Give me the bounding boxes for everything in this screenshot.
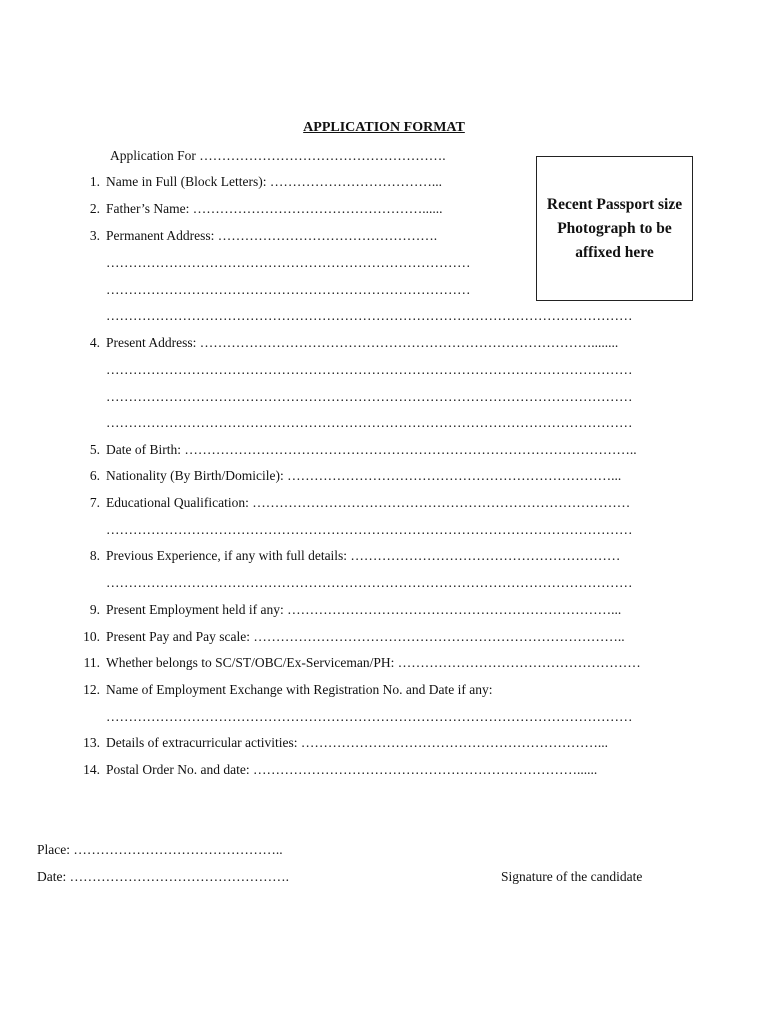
nationality-field: Nationality (By Birth/Domicile): ………………………………………………………………... — [106, 468, 622, 483]
field-number: 3. — [89, 228, 100, 243]
page-title: APPLICATION FORMAT — [303, 120, 465, 135]
father-name-field: Father’s Name: ……………………………………………...... — [106, 201, 443, 216]
field-number: 12. — [83, 682, 100, 697]
field-number: 5. — [89, 442, 100, 457]
extracurricular-field: Details of extracurricular activities: …………………………………………………………... — [106, 735, 609, 750]
dotted-line: ……………………………………………………………………………………………………… — [106, 389, 633, 404]
educational-qualification-field: Educational Qualification: ………………………………………………………………………… — [106, 495, 631, 510]
application-for-field: Application For ………………………………………………. — [110, 148, 446, 163]
employment-exchange-field: Name of Employment Exchange with Registration No. and Date if any: — [106, 682, 493, 697]
dotted-line: ……………………………………………………………………………………………………… — [106, 709, 633, 724]
dotted-line: ……………………………………………………………………… — [106, 255, 471, 270]
present-address-field: Present Address: ……………………………………………………………………………........ — [106, 335, 619, 350]
category-field: Whether belongs to SC/ST/OBC/Ex-Serviceman/PH: ……………………………………………… — [106, 655, 641, 670]
field-number: 2. — [89, 201, 100, 216]
dotted-line: ……………………………………………………………………………………………………… — [106, 362, 633, 377]
field-number: 13. — [83, 735, 100, 750]
name-field: Name in Full (Block Letters): ………………………………... — [106, 174, 442, 189]
field-number: 11. — [83, 655, 100, 670]
previous-experience-field: Previous Experience, if any with full details: …………………………………………………… — [106, 548, 621, 563]
dotted-line: ……………………………………………………………………………………………………… — [106, 308, 633, 323]
dotted-line: ……………………………………………………………………………………………………… — [106, 522, 633, 537]
dotted-line: ……………………………………………………………………… — [106, 282, 471, 297]
dotted-line: ……………………………………………………………………………………………………… — [106, 415, 633, 430]
field-number: 7. — [89, 495, 100, 510]
field-number: 8. — [89, 548, 100, 563]
photo-box-text: Recent Passport size Photograph to be affixed here — [546, 195, 683, 261]
field-number: 9. — [89, 602, 100, 617]
present-pay-field: Present Pay and Pay scale: ……………………………………………………………………….. — [106, 629, 625, 644]
field-number: 6. — [89, 468, 100, 483]
date-field: Date: …………………………………………. — [37, 869, 289, 884]
field-number: 4. — [89, 335, 100, 350]
field-number: 10. — [83, 629, 100, 644]
place-field: Place: ……………………………………….. — [37, 842, 283, 857]
permanent-address-field: Permanent Address: …………………………………………. — [106, 228, 438, 243]
photo-placeholder-box — [536, 156, 693, 301]
date-of-birth-field: Date of Birth: ……………………………………………………………………………………….. — [106, 442, 637, 457]
field-number: 14. — [83, 762, 100, 777]
postal-order-field: Postal Order No. and date: ………………………………………………………………...... — [106, 762, 598, 777]
present-employment-field: Present Employment held if any: ………………………………………………………………... — [106, 602, 622, 617]
field-number: 1. — [89, 174, 100, 189]
dotted-line: ……………………………………………………………………………………………………… — [106, 575, 633, 590]
signature-label: Signature of the candidate — [501, 869, 643, 884]
